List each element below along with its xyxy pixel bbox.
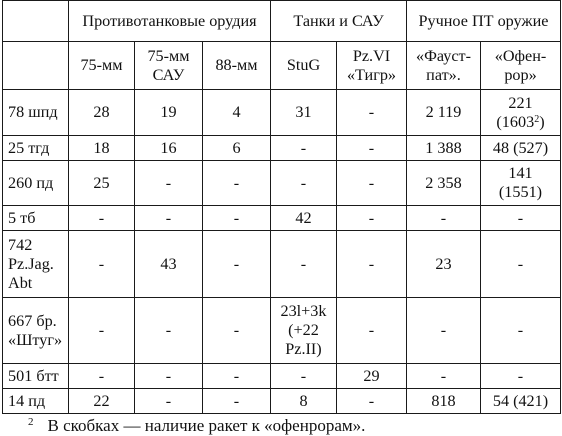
- row-label: 5 тб: [3, 206, 69, 231]
- cell-75mm: 18: [69, 136, 135, 161]
- cell-ofen: 54 (421): [481, 389, 561, 414]
- cell-75mm: -: [69, 364, 135, 389]
- cell-ofen-line2: (1551): [498, 183, 543, 201]
- cell-tiger: -: [337, 90, 407, 136]
- cell-ofen-line1: 221: [508, 93, 533, 112]
- cell-ofen: -: [481, 364, 561, 389]
- cell-stug-line1: 23l+3k: [280, 302, 327, 320]
- cell-75mm: 25: [69, 161, 135, 206]
- cell-ofen-line1: 141: [508, 164, 533, 182]
- cell-stug: -: [271, 161, 337, 206]
- cell-75mm-sau: 16: [135, 136, 203, 161]
- cell-stug: -: [271, 136, 337, 161]
- row-label: 14 пд: [3, 389, 69, 414]
- header-col-tiger-line1: Pz.VI: [352, 46, 391, 65]
- cell-88mm: 4: [203, 90, 271, 136]
- cell-faust: 2 358: [407, 161, 481, 206]
- cell-ofen-line2: (1603: [496, 112, 535, 131]
- footnote-mark: 2: [28, 416, 34, 428]
- cell-88mm: -: [203, 206, 271, 231]
- row-label: [3, 298, 69, 364]
- cell-ofen: [481, 90, 561, 136]
- cell-ofen-line2-close: ): [539, 112, 545, 131]
- cell-faust: 23: [407, 231, 481, 298]
- cell-75mm-sau: -: [135, 389, 203, 414]
- cell-stug: [271, 298, 337, 364]
- cell-88mm: -: [203, 298, 271, 364]
- header-group-handheld-at: Ручное ПТ оружие: [407, 1, 561, 42]
- header-col-75mm-sau: 75-мм САУ: [135, 42, 203, 90]
- cell-75mm: 22: [69, 389, 135, 414]
- cell-tiger: -: [337, 389, 407, 414]
- row-label-line2: Pz.Jag.: [8, 254, 54, 273]
- cell-faust: -: [407, 298, 481, 364]
- cell-stug: 8: [271, 389, 337, 414]
- header-col-ofen-line2: рор»: [504, 65, 537, 84]
- header-corner-cell-2: [3, 42, 69, 90]
- header-col-stug: StuG: [271, 42, 337, 90]
- header-col-88mm: 88-мм: [203, 42, 271, 90]
- cell-faust: 2 119: [407, 90, 481, 136]
- row-label: 78 шпд: [3, 90, 69, 136]
- cell-stug-line3: Pz.II): [285, 340, 322, 358]
- row-label: 501 бтт: [3, 364, 69, 389]
- cell-75mm: 28: [69, 90, 135, 136]
- table-row: [3, 136, 561, 161]
- cell-faust: -: [407, 364, 481, 389]
- cell-stug: 42: [271, 206, 337, 231]
- cell-75mm: -: [69, 298, 135, 364]
- cell-tiger: -: [337, 231, 407, 298]
- header-col-faust-line2: пат».: [426, 65, 461, 84]
- cell-ofen: [481, 161, 561, 206]
- row-label-line1: 742: [8, 235, 33, 254]
- cell-75mm: -: [69, 206, 135, 231]
- cell-88mm: 6: [203, 136, 271, 161]
- cell-88mm: -: [203, 389, 271, 414]
- cell-faust: 1 388: [407, 136, 481, 161]
- header-group-tanks-sau: Танки и САУ: [271, 1, 407, 42]
- table-row: [3, 161, 561, 206]
- cell-stug: 31: [271, 90, 337, 136]
- cell-75mm-sau: 43: [135, 231, 203, 298]
- row-label: [3, 231, 69, 298]
- cell-stug: -: [271, 364, 337, 389]
- cell-faust: 818: [407, 389, 481, 414]
- row-label-line1: 667 бр.: [8, 311, 57, 330]
- cell-75mm: -: [69, 231, 135, 298]
- cell-tiger: -: [337, 161, 407, 206]
- cell-ofen: -: [481, 231, 561, 298]
- header-col-faustpatrone: [407, 42, 481, 90]
- table-row: [3, 231, 561, 298]
- cell-tiger: 29: [337, 364, 407, 389]
- header-group-antitank-guns: Противотанковые орудия: [69, 1, 271, 42]
- cell-faust: -: [407, 206, 481, 231]
- header-row-groups: [3, 1, 561, 42]
- header-col-tiger: [337, 42, 407, 90]
- cell-75mm-sau: -: [135, 161, 203, 206]
- cell-ofen: -: [481, 298, 561, 364]
- cell-88mm: -: [203, 231, 271, 298]
- cell-75mm-sau: 19: [135, 90, 203, 136]
- cell-ofen: 48 (527): [481, 136, 561, 161]
- row-label-line2: «Штуг»: [8, 330, 63, 349]
- header-col-faust-line1: «Фауст-: [416, 46, 471, 65]
- table-row: [3, 206, 561, 231]
- cell-88mm: -: [203, 364, 271, 389]
- footnote: [28, 412, 365, 436]
- table-row: [3, 298, 561, 364]
- footnote-text: В скобках — наличие ракет к «офенрорам».: [47, 416, 366, 435]
- cell-75mm-sau: -: [135, 298, 203, 364]
- cell-88mm: -: [203, 161, 271, 206]
- table-row: [3, 90, 561, 136]
- cell-stug: -: [271, 231, 337, 298]
- antitank-weapons-table: [2, 0, 561, 414]
- cell-stug-line2: (+22: [288, 321, 319, 339]
- cell-75mm-sau: -: [135, 206, 203, 231]
- table-row: [3, 389, 561, 414]
- cell-tiger: -: [337, 298, 407, 364]
- header-col-tiger-line2: «Тигр»: [346, 65, 397, 84]
- cell-tiger: -: [337, 136, 407, 161]
- cell-tiger: -: [337, 206, 407, 231]
- table-row: [3, 364, 561, 389]
- header-row-columns: [3, 42, 561, 90]
- cell-75mm-sau: -: [135, 364, 203, 389]
- header-col-75mm: 75-мм: [69, 42, 135, 90]
- header-col-ofen-line1: «Офен-: [494, 46, 547, 65]
- footnote-ref: 2: [534, 113, 540, 125]
- header-col-ofenrohr: [481, 42, 561, 90]
- cell-ofen: -: [481, 206, 561, 231]
- row-label: 25 тгд: [3, 136, 69, 161]
- row-label: 260 пд: [3, 161, 69, 206]
- header-corner-cell: [3, 1, 69, 42]
- row-label-line3: Abt: [8, 273, 33, 292]
